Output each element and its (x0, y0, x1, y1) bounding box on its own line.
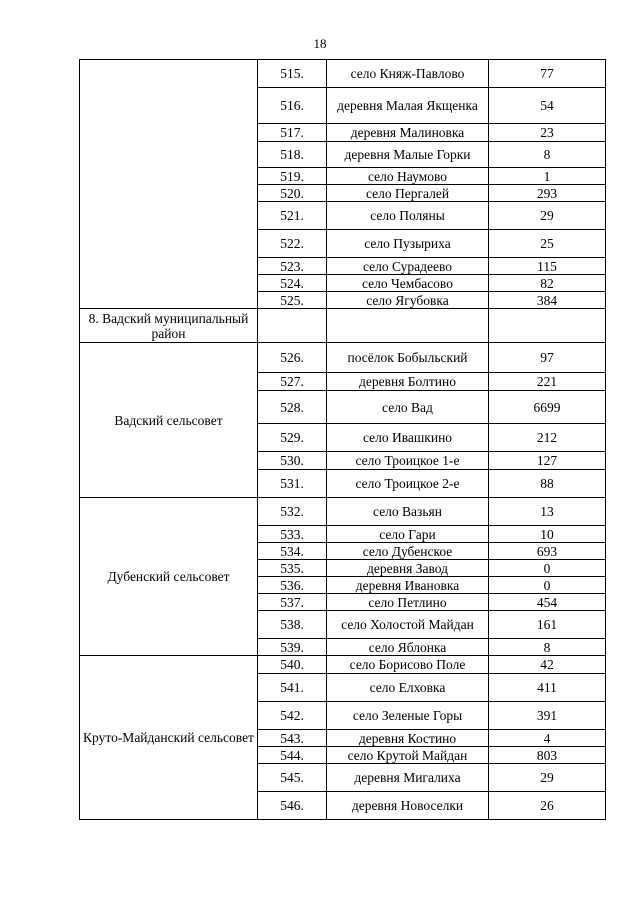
settlement-name: село Вазьян (327, 498, 489, 526)
row-number: 519. (258, 168, 327, 185)
population-value: 29 (489, 764, 606, 792)
row-number: 524. (258, 275, 327, 292)
settlement-name: село Троицкое 2-е (327, 470, 489, 498)
table-row (80, 498, 606, 526)
row-number: 523. (258, 258, 327, 275)
row-number: 516. (258, 88, 327, 124)
row-number: 528. (258, 391, 327, 424)
settlement-name: село Чембасово (327, 275, 489, 292)
council-name: Дубенский сельсовет (80, 498, 258, 656)
population-value: 6699 (489, 391, 606, 424)
population-value: 29 (489, 202, 606, 230)
settlement-name: деревня Болтино (327, 373, 489, 391)
population-value: 384 (489, 292, 606, 309)
settlement-name: деревня Новоселки (327, 792, 489, 820)
row-number: 543. (258, 730, 327, 747)
row-number: 541. (258, 674, 327, 702)
settlement-name: село Елховка (327, 674, 489, 702)
settlement-name: село Вад (327, 391, 489, 424)
population-value: 4 (489, 730, 606, 747)
row-number (258, 309, 327, 343)
council-name (80, 60, 258, 309)
population-value: 13 (489, 498, 606, 526)
settlement-name: село Борисово Поле (327, 656, 489, 674)
settlement-name: село Холостой Майдан (327, 611, 489, 639)
population-value: 97 (489, 343, 606, 373)
row-number: 532. (258, 498, 327, 526)
row-number: 546. (258, 792, 327, 820)
settlement-name: село Зеленые Горы (327, 702, 489, 730)
row-number: 533. (258, 526, 327, 543)
settlement-name: село Поляны (327, 202, 489, 230)
row-number: 545. (258, 764, 327, 792)
population-value: 293 (489, 185, 606, 202)
settlement-name: деревня Малиновка (327, 124, 489, 142)
row-number: 542. (258, 702, 327, 730)
population-value: 803 (489, 747, 606, 764)
council-name: Круто-Майданский сельсовет (80, 656, 258, 820)
row-number: 518. (258, 142, 327, 168)
row-number: 544. (258, 747, 327, 764)
row-number: 517. (258, 124, 327, 142)
settlement-name: деревня Мигалиха (327, 764, 489, 792)
settlement-name: село Наумово (327, 168, 489, 185)
settlement-name: деревня Малая Якщенка (327, 88, 489, 124)
population-value: 161 (489, 611, 606, 639)
population-value: 8 (489, 639, 606, 656)
district-row (80, 309, 606, 343)
row-number: 529. (258, 424, 327, 452)
row-number: 525. (258, 292, 327, 309)
row-number: 520. (258, 185, 327, 202)
row-number: 526. (258, 343, 327, 373)
population-value: 82 (489, 275, 606, 292)
row-number: 540. (258, 656, 327, 674)
population-value: 54 (489, 88, 606, 124)
district-name: 8. Вадский муниципальный район (80, 309, 258, 343)
row-number: 537. (258, 594, 327, 611)
settlement-name: село Яблонка (327, 639, 489, 656)
page-number: 18 (313, 36, 327, 51)
population-value: 88 (489, 470, 606, 498)
settlement-name: деревня Завод (327, 560, 489, 577)
settlement-name: село Ягубовка (327, 292, 489, 309)
row-number: 538. (258, 611, 327, 639)
settlement-name: деревня Костино (327, 730, 489, 747)
population-value: 77 (489, 60, 606, 88)
table-row (80, 656, 606, 674)
population-value: 1 (489, 168, 606, 185)
population-value: 115 (489, 258, 606, 275)
population-value: 23 (489, 124, 606, 142)
row-number: 531. (258, 470, 327, 498)
row-number: 534. (258, 543, 327, 560)
settlement-name: село Троицкое 1-е (327, 452, 489, 470)
table-row (80, 60, 606, 88)
table-row (80, 343, 606, 373)
row-number: 539. (258, 639, 327, 656)
row-number: 527. (258, 373, 327, 391)
settlement-name: село Дубенское (327, 543, 489, 560)
population-value: 411 (489, 674, 606, 702)
population-value (489, 309, 606, 343)
population-value: 693 (489, 543, 606, 560)
population-value: 0 (489, 577, 606, 594)
row-number: 536. (258, 577, 327, 594)
population-value: 26 (489, 792, 606, 820)
settlement-name: село Крутой Майдан (327, 747, 489, 764)
settlement-name: посёлок Бобыльский (327, 343, 489, 373)
settlement-name: село Сурадеево (327, 258, 489, 275)
council-name: Вадский сельсовет (80, 343, 258, 498)
settlement-name: село Пузыриха (327, 230, 489, 258)
settlement-name: деревня Ивановка (327, 577, 489, 594)
settlement-table (79, 59, 606, 820)
population-value: 25 (489, 230, 606, 258)
row-number: 530. (258, 452, 327, 470)
population-value: 454 (489, 594, 606, 611)
settlement-name: деревня Малые Горки (327, 142, 489, 168)
row-number: 521. (258, 202, 327, 230)
population-value: 127 (489, 452, 606, 470)
settlement-name: село Петлино (327, 594, 489, 611)
population-value: 42 (489, 656, 606, 674)
population-value: 212 (489, 424, 606, 452)
population-value: 221 (489, 373, 606, 391)
population-value: 10 (489, 526, 606, 543)
settlement-name: село Ивашкино (327, 424, 489, 452)
row-number: 522. (258, 230, 327, 258)
row-number: 535. (258, 560, 327, 577)
settlement-name (327, 309, 489, 343)
settlement-name: село Пергалей (327, 185, 489, 202)
settlement-name: село Княж-Павлово (327, 60, 489, 88)
population-value: 8 (489, 142, 606, 168)
row-number: 515. (258, 60, 327, 88)
settlement-name: село Гари (327, 526, 489, 543)
population-value: 391 (489, 702, 606, 730)
population-value: 0 (489, 560, 606, 577)
